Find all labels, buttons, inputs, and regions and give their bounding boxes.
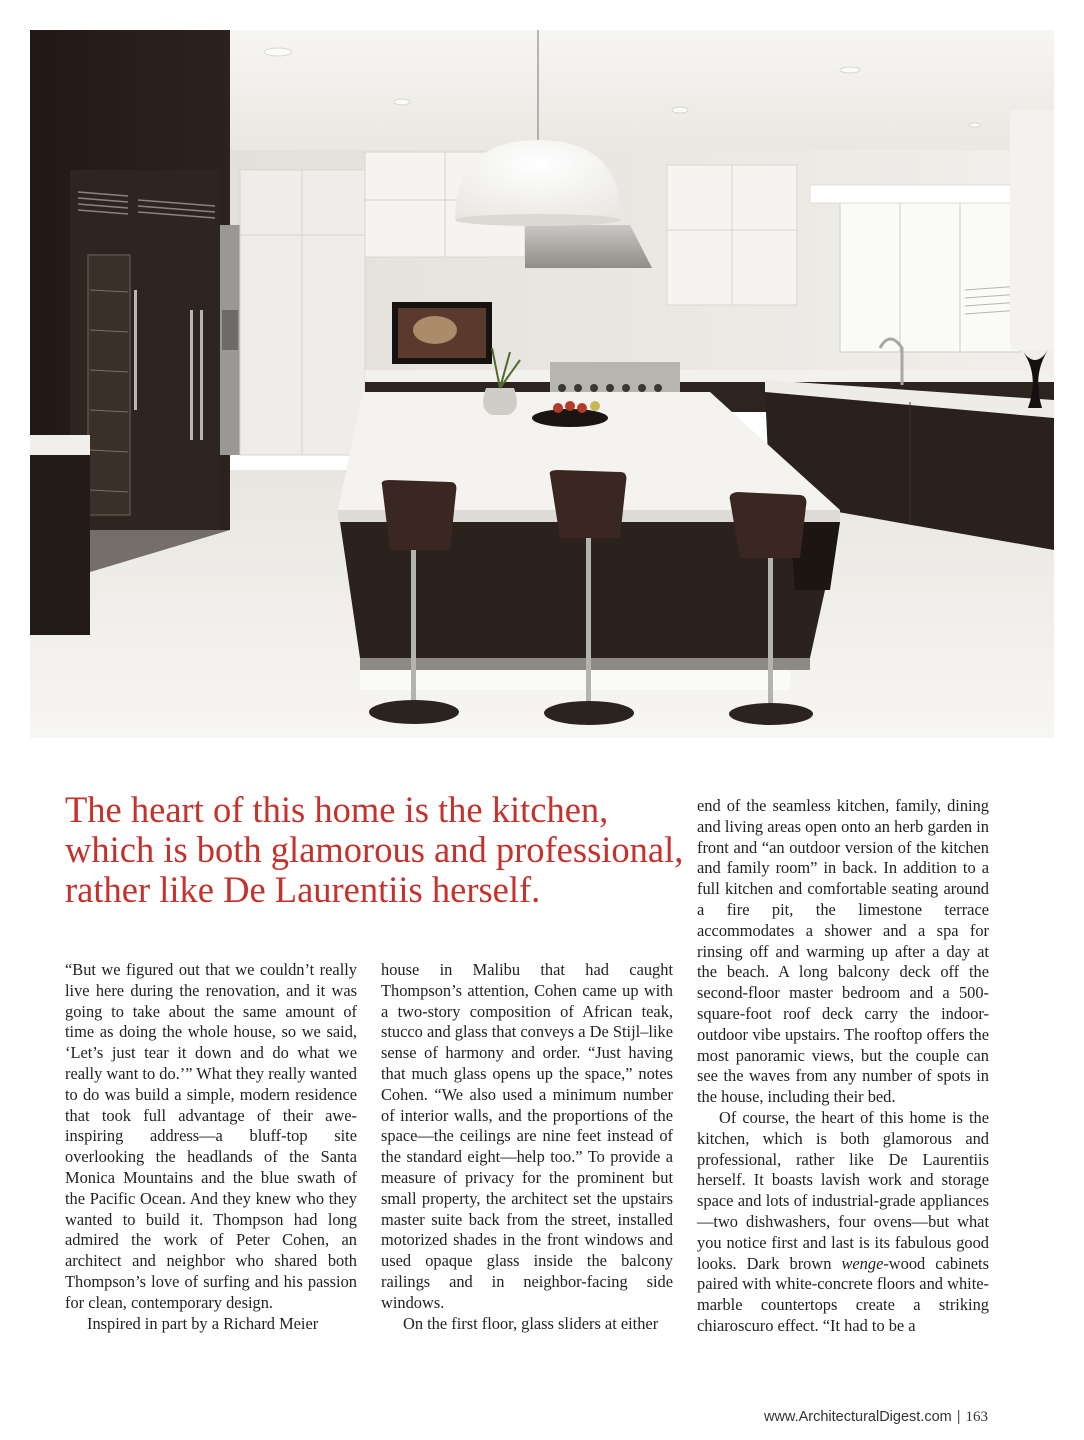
paragraph: “But we figured out that we couldn’t really live here during the renovation, and it was going to take about the same amount of time as doing the whole house, so we said, ‘Let’s just tear it down and do what we really want to do.’” What they really wanted to do was build a simple, modern residence that took full advantage of their awe-inspiring address—a bluff-top site overlooking the headlands of the Santa Monica Mountains and the blue swath of the Pacific Ocean. And they knew who they wanted to build it. Thompson had long admired the work of Peter Cohen, an architect and neighbor who shared both Thompson’s love of surfing and his passion for clean, contemporary design. (65, 960, 357, 1312)
text-run: -wood cabinets paired with white-concrete floors and white-marble countertops create a striking chiaroscuro effect. “It had to be a (697, 1253, 989, 1335)
paragraph (697, 1108, 989, 1337)
paragraph: house in Malibu that had caught Thompson’s attention, Cohen came up with a two-story composition of African teak, stucco and glass that conveys a De Stijl–like sense of harmony and order. “Just having that much glass opens up the space,” notes Cohen. “We also used a minimum number of interior walls, and the proportions of the space—the ceilings are nine feet instead of the standard eight—help too.” To provide a measure of privacy for the prominent but small property, the architect set the upstairs master suite back from the street, installed motorized shades in the front windows and used opaque glass inside the balcony railings and in neighbor-facing side windows. (381, 960, 673, 1312)
paragraph: On the first floor, glass sliders at either (403, 1313, 659, 1333)
page-folio (764, 1409, 988, 1426)
kitchen-photo (30, 30, 1054, 738)
paragraph: Inspired in part by a Richard Meier (87, 1313, 319, 1333)
page-number: 163 (965, 1409, 988, 1425)
pull-quote: The heart of this home is the kitchen, which is both glamorous and professional, rather like De Laurentiis herself. (65, 789, 684, 910)
body-column-1 (65, 960, 357, 1334)
body-column-2 (381, 960, 673, 1334)
website-url: www.ArchitecturalDigest.com (763, 1409, 952, 1425)
body-column-3 (697, 796, 989, 1337)
italic-term: wenge (841, 1253, 884, 1273)
folio-separator: | (956, 1409, 961, 1425)
paragraph: end of the seamless kitchen, family, dining and living areas open onto an herb garden in front and “an outdoor version of the kitchen and family room” in back. In addition to a full kitchen and comfortable seating around a fire pit, the limestone terrace accommodates a shower and a spa for rinsing off and warming up after a day at the beach. A long balcony deck off the second-floor master bedroom and a 500-square-foot roof deck carry the indoor-outdoor vibe upstairs. The rooftop offers the most panoramic views, but the couple can see the waves from any number of spots in the house, including their bed. (697, 796, 989, 1107)
text-run: Of course, the heart of this home is the kitchen, which is both glamorous and professional, rather like De Laurentiis herself. It boasts lavish work and storage space and lots of industrial-grade appliances—two dishwashers, four ovens—but what you notice first and last is its fabulous good looks. Dark brown (697, 1107, 989, 1273)
